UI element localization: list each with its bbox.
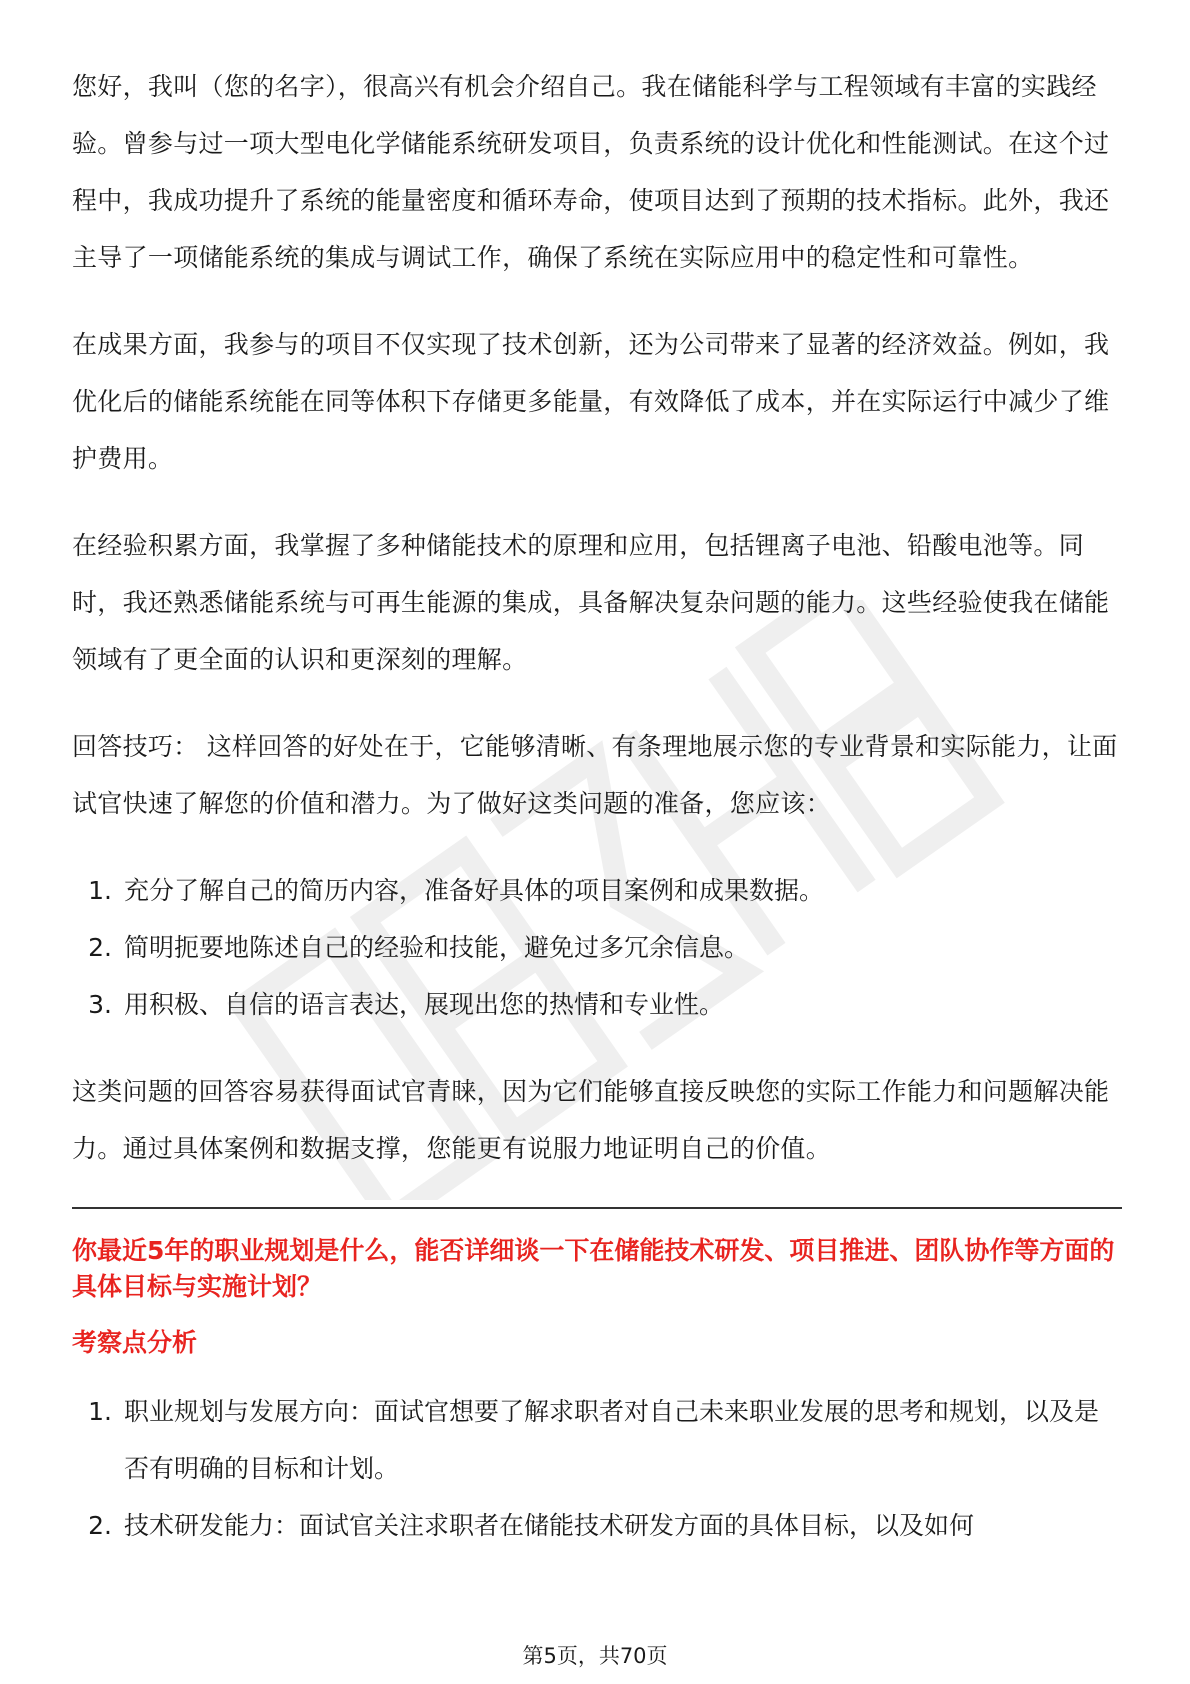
interview-question: 你最近5年的职业规划是什么，能否详细谈一下在储能技术研发、项目推进、团队协作等方面的具体目标与实施计划？ (72, 1236, 1115, 1301)
main-content (72, 58, 1122, 1584)
list-item (72, 976, 1122, 1033)
list-number: 1. (88, 876, 112, 905)
page-footer: 第5页，共70页 (522, 1644, 668, 1668)
list-text: 充分了解自己的简历内容，准备好具体的项目案例和成果数据。 (124, 876, 825, 905)
closing-paragraph: 这类问题的回答容易获得面试官青睐，因为它们能够直接反映您的实际工作能力和问题解决能力。通过具体案例和数据支撑，您能更有说服力地证明自己的价值。 (72, 1077, 1110, 1163)
list-item (72, 1497, 1122, 1554)
intro-paragraph: 您好，我叫（您的名字），很高兴有机会介绍自己。我在储能科学与工程领域有丰富的实践经验。曾参与过一项大型电化学储能系统研发项目，负责系统的设计优化和性能测试。在这个过程中，我成功提升了系统的能量密度和循环寿命，使项目达到了预期的技术指标。此外，我还主导了一项储能系统的集成与调试工作，确保了系统在实际应用中的稳定性和可靠性。 (72, 72, 1110, 272)
list-number: 2. (88, 933, 112, 962)
list-text: 技术研发能力：面试官关注求职者在储能技术研发方面的具体目标，以及如何 (124, 1511, 975, 1540)
list-text: 职业规划与发展方向：面试官想要了解求职者对自己未来职业发展的思考和规划，以及是否有明确的目标和计划。 (124, 1397, 1100, 1483)
section-divider (72, 1207, 1122, 1209)
list-text: 用积极、自信的语言表达，展现出您的热情和专业性。 (124, 990, 725, 1019)
list-text: 简明扼要地陈述自己的经验和技能，避免过多冗余信息。 (124, 933, 750, 962)
analysis-heading: 考察点分析 (72, 1328, 198, 1357)
experience-paragraph: 在经验积累方面，我掌握了多种储能技术的原理和应用，包括锂离子电池、铅酸电池等。同时，我还熟悉储能系统与可再生能源的集成，具备解决复杂问题的能力。这些经验使我在储能领域有了更全面的认识和更深刻的理解。 (72, 531, 1110, 674)
list-item (72, 862, 1122, 919)
analysis-list (72, 1383, 1122, 1554)
list-item (72, 1383, 1122, 1497)
list-number: 3. (88, 990, 112, 1019)
list-number: 2. (88, 1511, 112, 1540)
tips-list (72, 862, 1122, 1033)
achievements-paragraph: 在成果方面，我参与的项目不仅实现了技术创新，还为公司带来了显著的经济效益。例如，我优化后的储能系统能在同等体积下存储更多能量，有效降低了成本，并在实际运行中减少了维护费用。 (72, 330, 1110, 473)
list-item (72, 919, 1122, 976)
answer-tips-paragraph: 回答技巧： 这样回答的好处在于，它能够清晰、有条理地展示您的专业背景和实际能力，让面试官快速了解您的价值和潜力。为了做好这类问题的准备，您应该： (72, 732, 1118, 818)
list-number: 1. (88, 1397, 112, 1426)
